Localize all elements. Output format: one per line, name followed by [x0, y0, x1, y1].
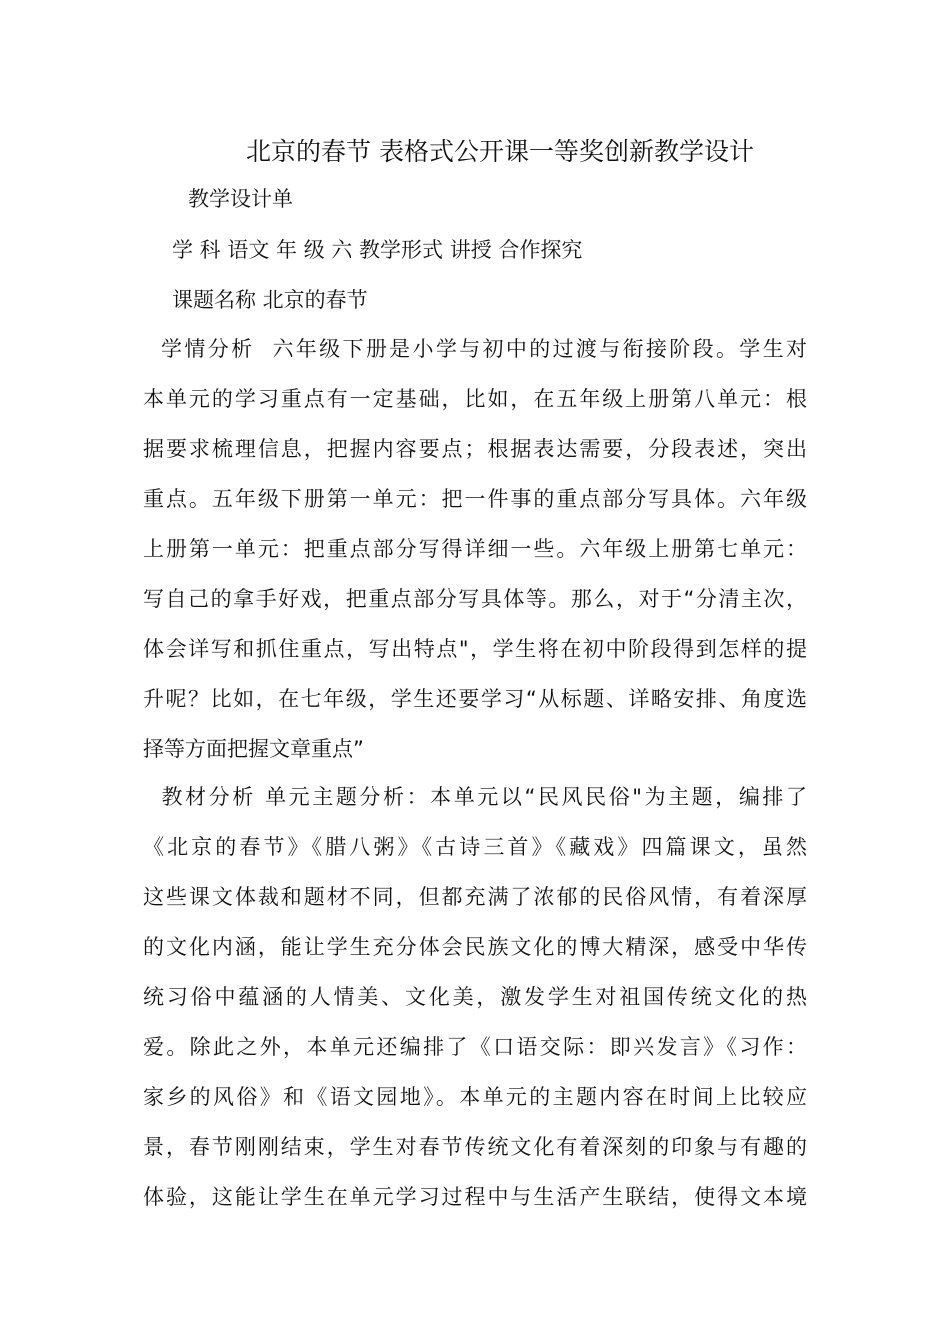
paragraph-line: 爱。除此之外，本单元还编排了《口语交际：即兴发言》《习作：	[143, 1035, 807, 1059]
paragraph-line: 体会详写和抓住重点，写出特点"，学生将在初中阶段得到怎样的提	[143, 637, 807, 661]
paragraph-line: 择等方面把握文章重点”	[143, 737, 364, 761]
paragraph-line: 体验，这能让学生在单元学习过程中与生活产生联结，使得文本境	[143, 1185, 807, 1209]
textbook-analysis-paragraph	[143, 772, 807, 1222]
paragraph-line: 统习俗中蕴涵的人情美、文化美，激发学生对祖国传统文化的热	[143, 985, 807, 1009]
document-title: 北京的春节 表格式公开课一等奖创新教学设计	[246, 137, 754, 166]
paragraph-line: 家乡的风俗》和《语文园地》。本单元的主题内容在时间上比较应	[143, 1085, 807, 1109]
meta-line: 学 科 语文 年 级 六 教学形式 讲授 合作探究	[172, 238, 583, 262]
section-heading: 教学设计单	[188, 187, 293, 211]
paragraph-line: 据要求梳理信息，把握内容要点；根据表达需要，分段表述，突出	[143, 437, 807, 461]
paragraph-line: 教材分析 单元主题分析：本单元以“民风民俗"为主题，编排了	[143, 785, 807, 809]
paragraph-line: 升呢？比如，在七年级，学生还要学习“从标题、详略安排、角度选	[143, 687, 807, 711]
paragraph-line: 的文化内涵，能让学生充分体会民族文化的博大精深，感受中华传	[143, 935, 807, 959]
learning-analysis-paragraph	[143, 324, 807, 774]
paragraph-line: 本单元的学习重点有一定基础，比如，在五年级上册第八单元：根	[143, 387, 807, 411]
paragraph-line: 学情分析 六年级下册是小学与初中的过渡与衔接阶段。学生对	[143, 337, 807, 361]
paragraph-line: 写自己的拿手好戏，把重点部分写具体等。那么，对于“分清主次，	[143, 587, 807, 611]
lesson-line: 课题名称 北京的春节	[172, 288, 368, 312]
paragraph-line: 重点。五年级下册第一单元：把一件事的重点部分写具体。六年级	[143, 487, 807, 511]
paragraph-line: 上册第一单元：把重点部分写得详细一些。六年级上册第七单元：	[143, 537, 807, 561]
paragraph-line: 这些课文体裁和题材不同，但都充满了浓郁的民俗风情，有着深厚	[143, 885, 807, 909]
paragraph-line: 景，春节刚刚结束，学生对春节传统文化有着深刻的印象与有趣的	[143, 1135, 807, 1159]
paragraph-line: 《北京的春节》《腊八粥》《古诗三首》《藏戏》四篇课文，虽然	[143, 835, 807, 859]
